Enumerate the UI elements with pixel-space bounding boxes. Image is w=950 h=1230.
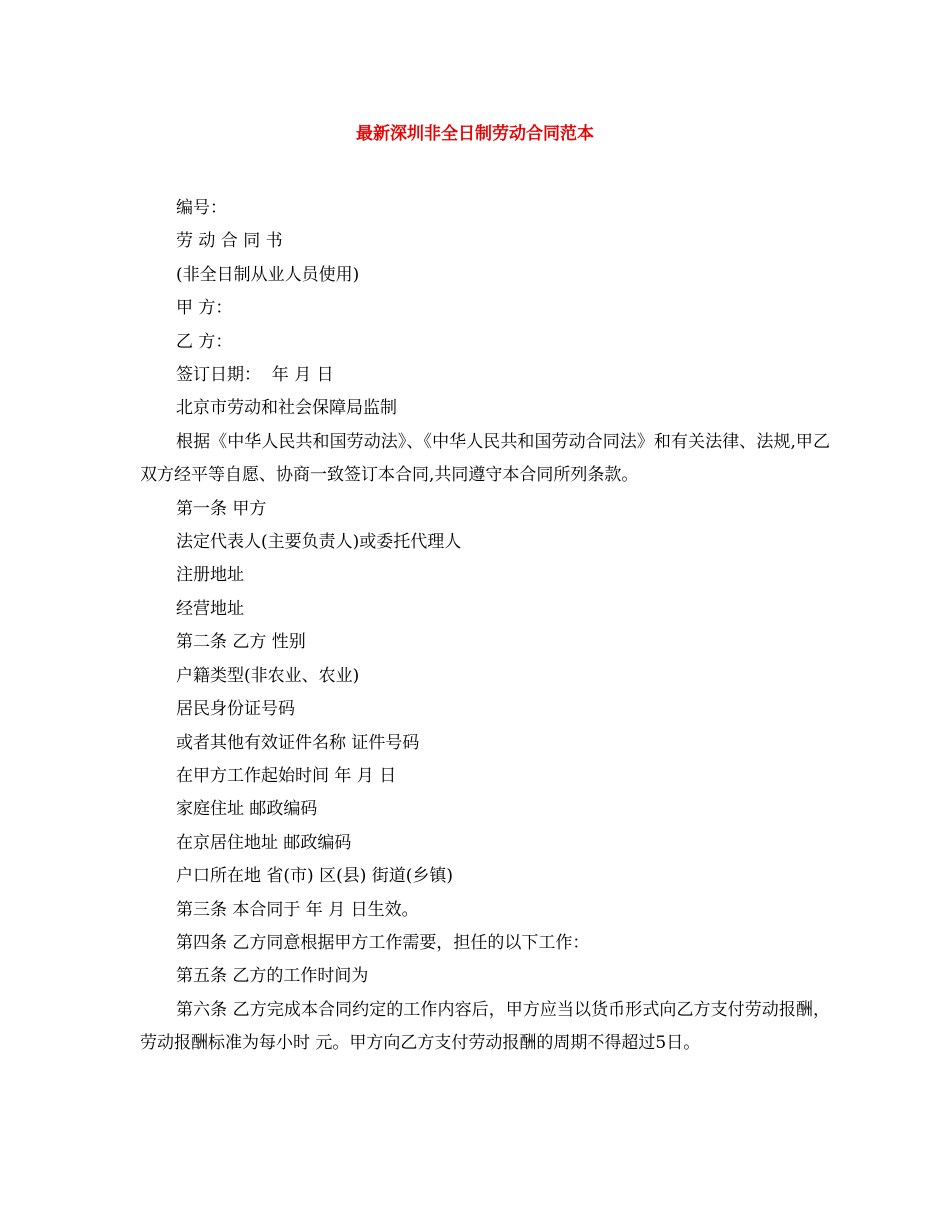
paragraph-business-address: 经营地址: [176, 598, 244, 619]
paragraph-home-address: 家庭住址 邮政编码: [176, 799, 318, 820]
document-body: [140, 192, 830, 1061]
paragraph-article-2: 第二条 乙方 性别: [176, 632, 306, 653]
paragraph-party-a: 甲 方：: [176, 298, 233, 319]
paragraph-article-4: 第四条 乙方同意根据甲方工作需要，担任的以下工作：: [176, 932, 590, 953]
paragraph-contract-heading: 劳 动 合 同 书: [176, 231, 283, 252]
paragraph-usage-note: (非全日制从业人员使用): [176, 264, 360, 285]
paragraph-article-1: 第一条 甲方: [176, 498, 267, 519]
paragraph-start-time: 在甲方工作起始时间 年 月 日: [176, 765, 397, 786]
paragraph-id-number: 居民身份证号码: [176, 699, 295, 720]
paragraph-beijing-address: 在京居住地址 邮政编码: [176, 832, 352, 853]
paragraph-household-type: 户籍类型(非农业、农业): [176, 665, 360, 686]
paragraph-party-b: 乙 方：: [176, 331, 233, 352]
paragraph-article-3: 第三条 本合同于 年 月 日生效。: [176, 899, 419, 920]
paragraph-article-5: 第五条 乙方的工作时间为: [176, 966, 369, 987]
paragraph-article-6: 第六条 乙方完成本合同约定的工作内容后，甲方应当以货币形式向乙方支付劳动报酬，劳动报酬标准为每小时 元。甲方向乙方支付劳动报酬的周期不得超过5日。: [140, 999, 830, 1054]
paragraph-other-id: 或者其他有效证件名称 证件号码: [176, 732, 420, 753]
paragraph-hukou-location: 户口所在地 省(市) 区(县) 街道(乡镇): [176, 866, 454, 887]
paragraph-preamble: 根据《中华人民共和国劳动法》、《中华人民共和国劳动合同法》和有关法律、法规,甲乙双方经平等自愿、协商一致签订本合同,共同遵守本合同所列条款。: [140, 431, 830, 486]
paragraph-number: 编号：: [176, 198, 227, 218]
paragraph-registered-address: 注册地址: [176, 565, 244, 586]
paragraph-sign-date: 签订日期： 年 月 日: [176, 365, 334, 386]
document-title: 最新深圳非全日制劳动合同范本: [356, 124, 594, 144]
paragraph-legal-representative: 法定代表人(主要负责人)或委托代理人: [176, 532, 462, 553]
paragraph-supervisor: 北京市劳动和社会保障局监制: [176, 398, 397, 419]
